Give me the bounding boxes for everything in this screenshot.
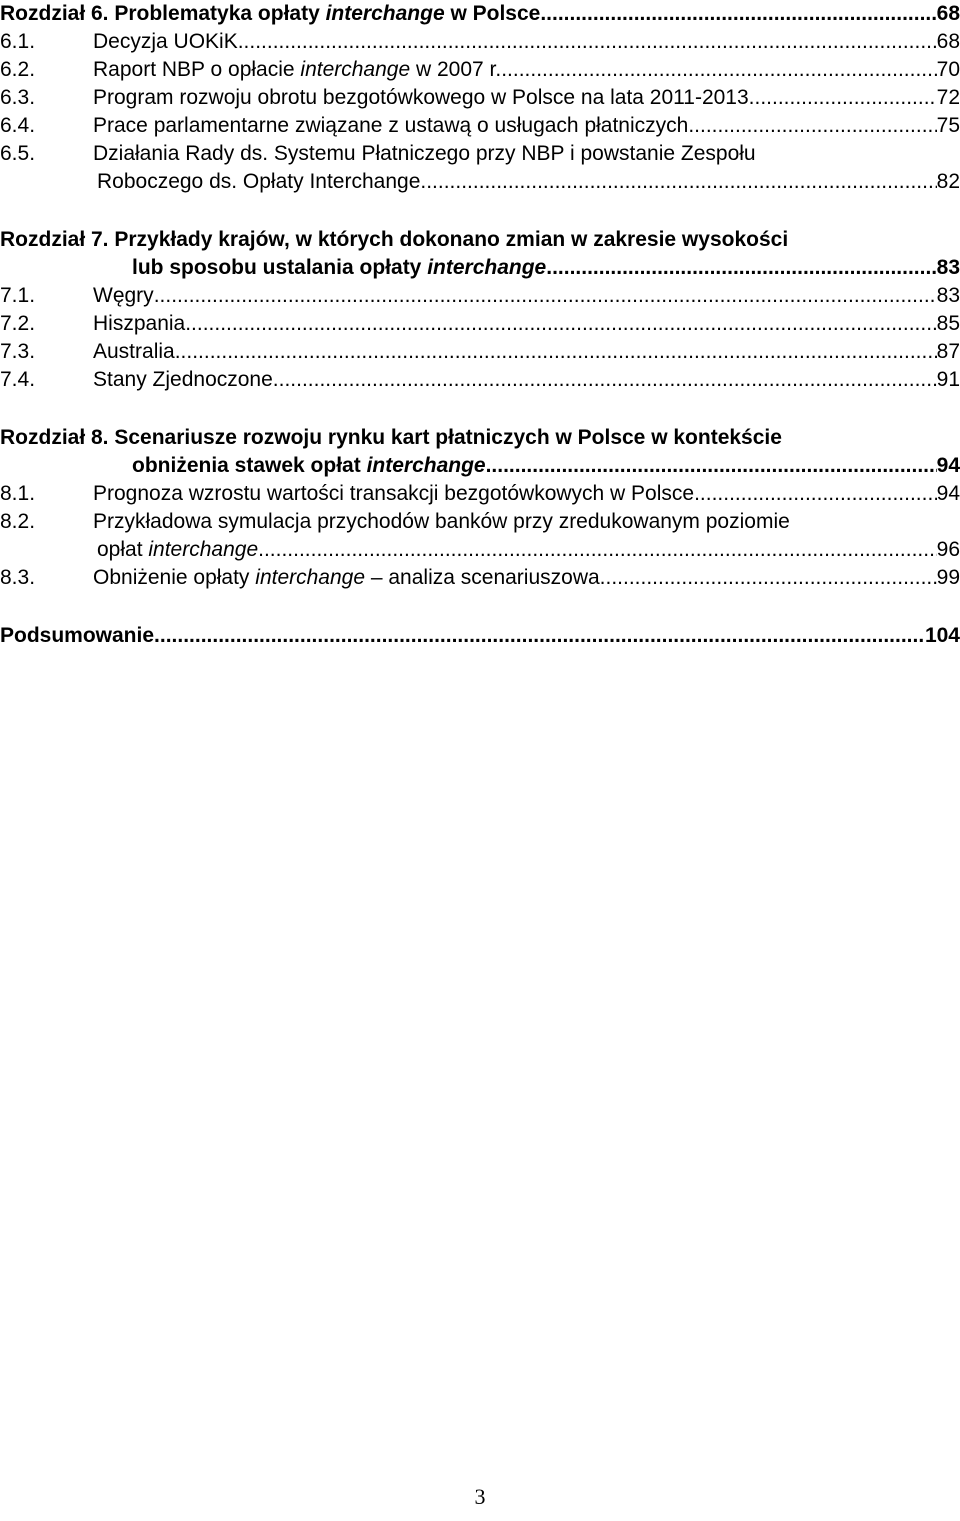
toc-entry-chapter-7-continued[interactable] (0, 254, 960, 282)
toc-page-number: 104 (924, 624, 960, 647)
toc-section-label: Hiszpania (93, 312, 186, 335)
toc-section-number: 6.4. (0, 114, 36, 137)
toc-leader-dots (258, 536, 937, 564)
toc-summary-label: Podsumowanie (0, 624, 155, 647)
toc-section-label: Roboczego ds. Opłaty Interchange (97, 170, 421, 193)
toc-page-number: 85 (936, 312, 960, 335)
toc-entry-8-3[interactable] (0, 564, 960, 592)
toc-section-number: 7.1. (0, 284, 36, 307)
toc-section-number: 8.2. (0, 510, 36, 533)
toc-section-number: 6.5. (0, 142, 36, 165)
toc-section-number: 6.2. (0, 58, 36, 81)
toc-section-label: Prognoza wzrostu wartości transakcji bezgotówkowych w Polsce (93, 482, 695, 505)
toc-section-label: Program rozwoju obrotu bezgotówkowego w Polsce na lata 2011-2013 (93, 86, 749, 109)
toc-entry-6-4[interactable] (0, 112, 960, 140)
toc-section-label: Prace parlamentarne związane z ustawą o usługach płatniczych (93, 114, 689, 137)
toc-page-number: 72 (936, 86, 960, 109)
page-number: 3 (474, 1484, 486, 1509)
toc-page-number: 75 (936, 114, 960, 137)
toc-chapter-8-title: Rozdział 8. Scenariusze rozwoju rynku kart płatniczych w Polsce w kontekście (0, 426, 782, 449)
toc-leader-dots (154, 282, 937, 310)
toc-leader-dots (501, 56, 936, 84)
toc-chapter-8-title: obniżenia stawek opłat interchange (132, 454, 486, 477)
toc-page-number: 91 (936, 368, 960, 391)
toc-entry-chapter-8-continued[interactable] (0, 452, 960, 480)
toc-entry-6-1[interactable] (0, 28, 960, 56)
toc-page-number: 94 (936, 454, 960, 477)
toc-section-number: 8.1. (0, 482, 36, 505)
toc-chapter-7-title: lub sposobu ustalania opłaty interchange (132, 256, 547, 279)
toc-chapter-7-title: Rozdział 7. Przykłady krajów, w których dokonano zmian w zakresie wysokości (0, 228, 789, 251)
toc-page-number: 96 (936, 538, 960, 561)
toc-section-label: Stany Zjednoczone (93, 368, 273, 391)
toc-chapter-6-title: Rozdział 6. Problematyka opłaty interchange w Polsce (0, 2, 541, 25)
toc-section-label: Węgry (93, 284, 154, 307)
toc-leader-dots (238, 28, 937, 56)
toc-entry-6-3[interactable] (0, 84, 960, 112)
toc-entry-6-2[interactable] (0, 56, 960, 84)
toc-page-number: 94 (936, 482, 960, 505)
toc-entry-8-1[interactable] (0, 480, 960, 508)
toc-section-number: 6.1. (0, 30, 36, 53)
toc-entry-chapter-6[interactable] (0, 0, 960, 28)
toc-leader-dots (154, 622, 925, 650)
toc-page-number: 87 (936, 340, 960, 363)
toc-section-label: Obniżenie opłaty interchange – analiza scenariuszowa (93, 566, 600, 589)
toc-entry-6-5-continued[interactable] (0, 168, 960, 196)
toc-entry-7-2[interactable] (0, 310, 960, 338)
toc-entry-7-3[interactable] (0, 338, 960, 366)
toc-section-label: Przykładowa symulacja przychodów banków przy zredukowanym poziomie (93, 510, 790, 533)
toc-leader-dots (175, 338, 937, 366)
toc-leader-dots (546, 254, 936, 282)
toc-entry-7-1[interactable] (0, 282, 960, 310)
toc-entry-chapter-7[interactable] (0, 226, 960, 254)
toc-section-label: opłat interchange (97, 538, 259, 561)
toc-page-number: 99 (936, 566, 960, 589)
toc-leader-dots (749, 84, 937, 112)
toc-section-number: 7.4. (0, 368, 36, 391)
toc-section-number: 6.3. (0, 86, 36, 109)
toc-section-number: 7.2. (0, 312, 36, 335)
toc-leader-dots (694, 480, 937, 508)
toc-section-number: 7.3. (0, 340, 36, 363)
toc-page-number: 82 (936, 170, 960, 193)
toc-section-label: Australia (93, 340, 175, 363)
toc-leader-dots (600, 564, 937, 592)
toc-section-number: 8.3. (0, 566, 36, 589)
toc-page-number: 70 (936, 58, 960, 81)
toc-entry-8-2-continued[interactable] (0, 536, 960, 564)
toc-page-number: 83 (936, 256, 960, 279)
toc-section-label: Decyzja UOKiK (93, 30, 238, 53)
toc-entry-8-2[interactable] (0, 508, 960, 536)
toc-leader-dots (273, 366, 937, 394)
toc-leader-dots (420, 168, 936, 196)
toc-entry-7-4[interactable] (0, 366, 960, 394)
toc-entry-summary[interactable] (0, 622, 960, 650)
toc-leader-dots (486, 452, 937, 480)
toc-section-label: Raport NBP o opłacie interchange w 2007 r. (93, 58, 502, 81)
toc-leader-dots (185, 310, 936, 338)
toc-page-number: 83 (936, 284, 960, 307)
toc-entry-6-5[interactable] (0, 140, 960, 168)
toc-leader-dots (540, 0, 936, 28)
toc-leader-dots (688, 112, 936, 140)
toc-page-number: 68 (936, 30, 960, 53)
toc-section-label: Działania Rady ds. Systemu Płatniczego przy NBP i powstanie Zespołu (93, 142, 756, 165)
toc-entry-chapter-8[interactable] (0, 424, 960, 452)
toc-page-number: 68 (936, 2, 960, 25)
